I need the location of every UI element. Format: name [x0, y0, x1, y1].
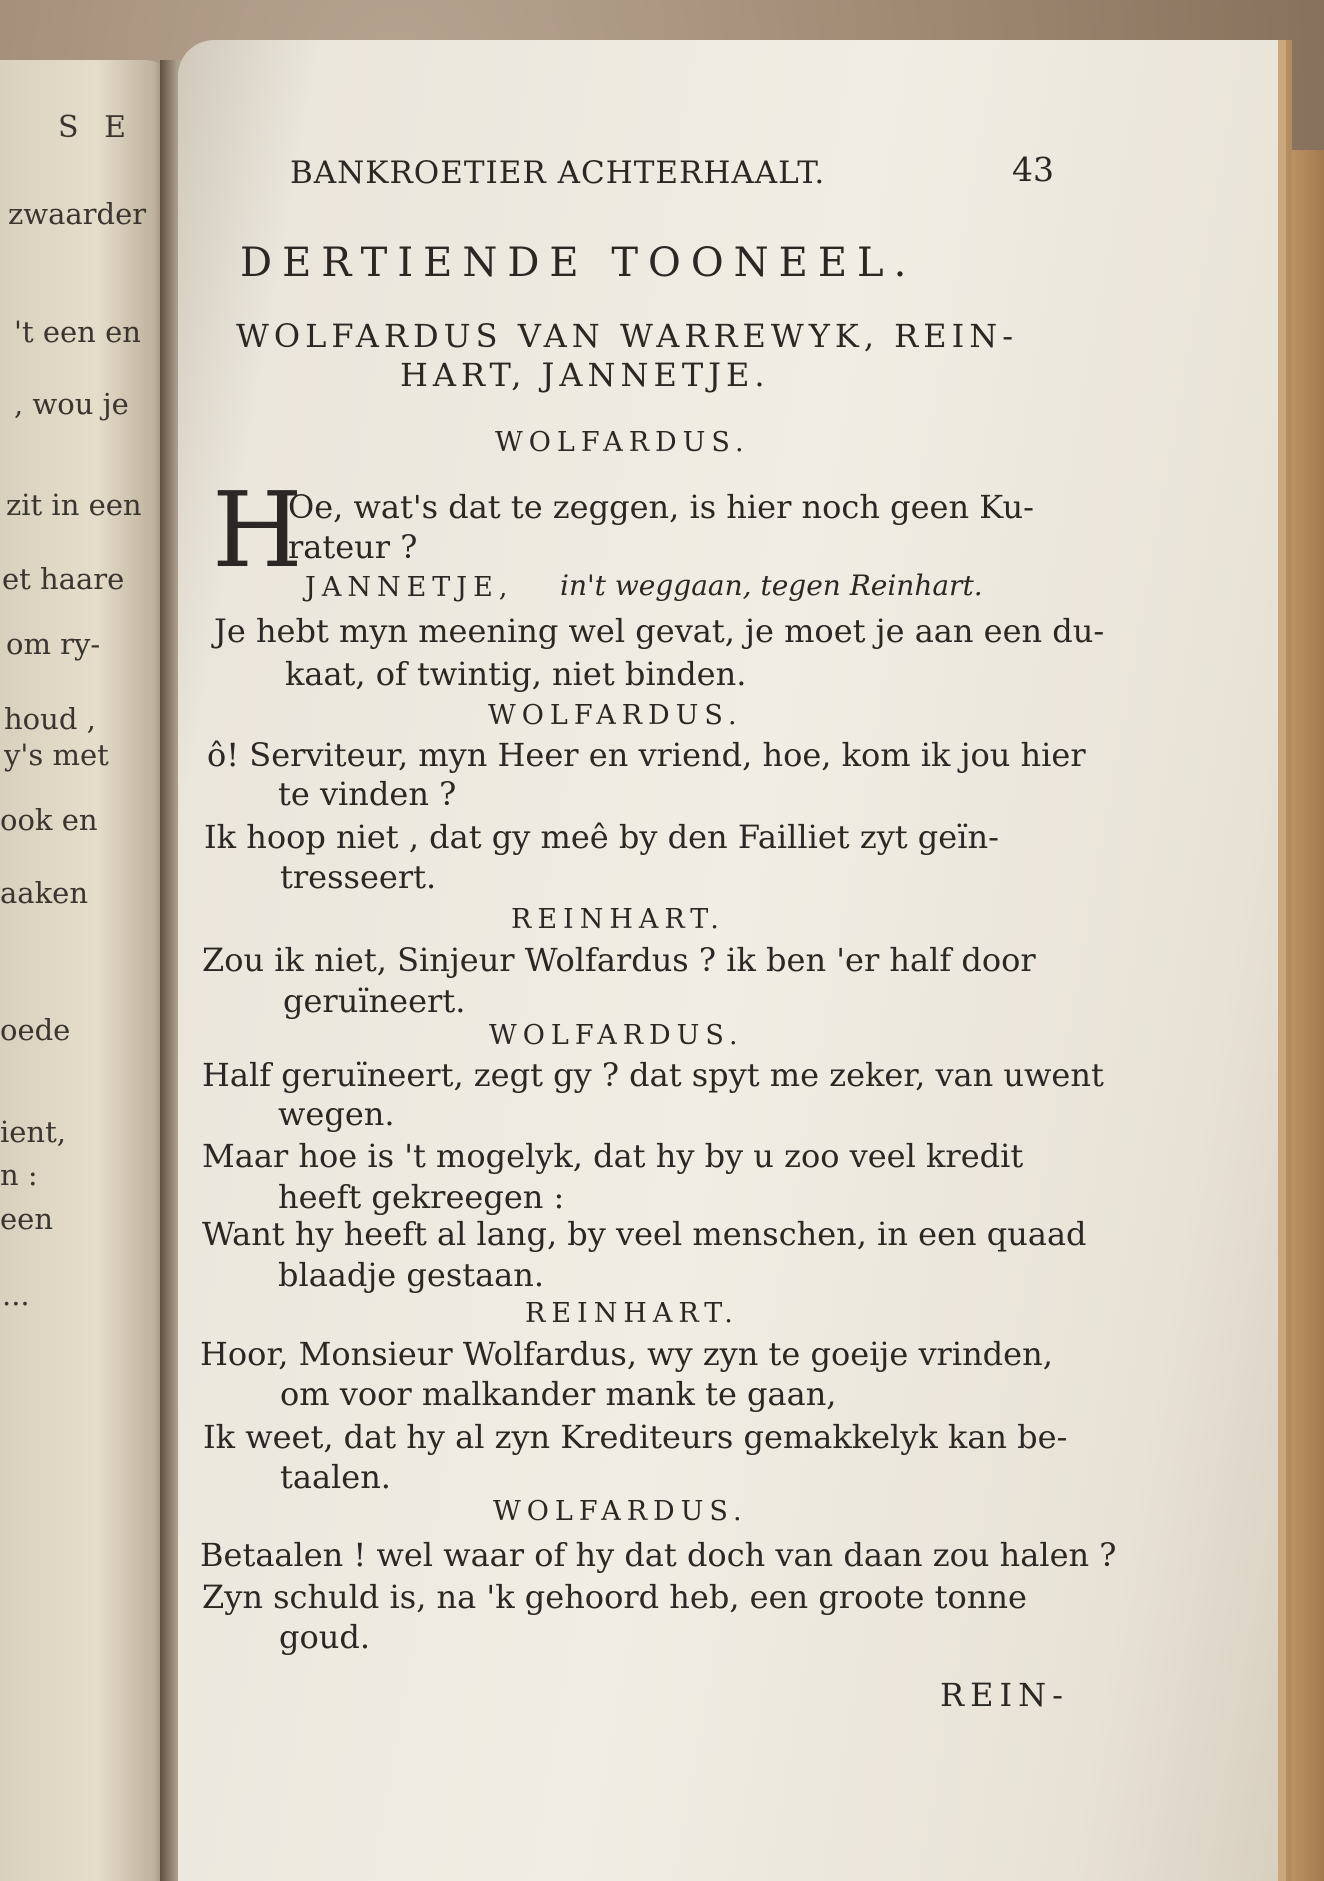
dialogue-line: wegen. — [278, 1095, 395, 1133]
scene-title: DERTIENDE TOONEEL. — [240, 240, 917, 286]
left-line: aaken — [0, 876, 88, 910]
dialogue-line: blaadje gestaan. — [278, 1256, 545, 1294]
dialogue-line: Want hy heeft al lang, by veel menschen, in een quaad — [202, 1215, 1087, 1253]
speaker-name: REINHART. — [511, 904, 725, 935]
left-line: 't een en — [14, 315, 141, 349]
left-line: n : — [0, 1158, 38, 1192]
dialogue-line: Je hebt myn meening wel gevat, je moet je aan een du- — [214, 612, 1105, 650]
dialogue-line: Maar hoe is 't mogelyk, dat hy by u zoo veel kredit — [202, 1137, 1024, 1175]
left-line: et haare — [2, 562, 125, 596]
dialogue-line: te vinden ? — [278, 775, 457, 813]
left-line: oede — [0, 1013, 71, 1047]
left-line: ook en — [0, 803, 98, 837]
cast-list: WOLFARDUS VAN WARREWYK, REIN- — [236, 317, 1019, 355]
left-line: zit in een — [6, 488, 142, 522]
dialogue-line: Hoor, Monsieur Wolfardus, wy zyn te goeije vrinden, — [200, 1335, 1053, 1373]
dialogue-line: geruïneert. — [283, 982, 466, 1020]
dialogue-line: heeft gekreegen : — [278, 1178, 565, 1216]
dialogue-line: Zou ik niet, Sinjeur Wolfardus ? ik ben 'er half door — [202, 941, 1036, 979]
left-line: een — [0, 1202, 54, 1236]
left-line: ient, — [0, 1115, 66, 1149]
left-line: houd , — [4, 702, 96, 736]
page-number: 43 — [1012, 150, 1054, 189]
dialogue-line: Ik hoop niet , dat gy meê by den Failliet zyt geïn- — [204, 818, 999, 856]
speaker-name: WOLFARDUS. — [488, 700, 743, 731]
left-line: y's met — [4, 738, 109, 772]
dialogue-line: rateur ? — [288, 528, 418, 566]
dialogue-line: om voor malkander mank te gaan, — [280, 1375, 837, 1413]
speaker-name: WOLFARDUS. — [493, 1496, 748, 1527]
cast-list: HART, JANNETJE. — [400, 356, 770, 394]
dialogue-line: Zyn schuld is, na 'k gehoord heb, een groote tonne — [202, 1578, 1027, 1616]
dialogue-line: kaat, of twintig, niet binden. — [285, 655, 747, 693]
speaker-name: JANNETJE, — [305, 572, 514, 603]
dialogue-line: taalen. — [280, 1458, 391, 1496]
dialogue-line: Ik weet, dat hy al zyn Krediteurs gemakkelyk kan be- — [203, 1418, 1068, 1456]
left-header: S E — [58, 110, 134, 145]
left-line: zwaarder — [8, 197, 147, 231]
left-line: om ry- — [6, 627, 101, 661]
drop-cap: H — [212, 469, 303, 591]
dialogue-line: goud. — [279, 1618, 371, 1656]
left-line: , wou je — [14, 387, 129, 421]
stage-direction: in't weggaan, tegen Reinhart. — [560, 569, 983, 602]
dialogue-line: tresseert. — [280, 858, 437, 896]
speaker-name: WOLFARDUS. — [495, 427, 750, 458]
dialogue-line: Betaalen ! wel waar of hy dat doch van daan zou halen ? — [200, 1536, 1117, 1574]
speaker-name: WOLFARDUS. — [489, 1020, 744, 1051]
dialogue-line: Half geruïneert, zegt gy ? dat spyt me zeker, van uwent — [202, 1056, 1104, 1094]
left-line: ... — [2, 1278, 30, 1312]
catchword: REIN- — [940, 1676, 1069, 1714]
dialogue-line: ô! Serviteur, myn Heer en vriend, hoe, kom ik jou hier — [207, 736, 1086, 774]
speaker-name: REINHART. — [525, 1298, 739, 1329]
running-head: BANKROETIER ACHTERHAALT. — [290, 155, 826, 191]
dialogue-line: Oe, wat's dat te zeggen, is hier noch geen Ku- — [288, 488, 1034, 526]
